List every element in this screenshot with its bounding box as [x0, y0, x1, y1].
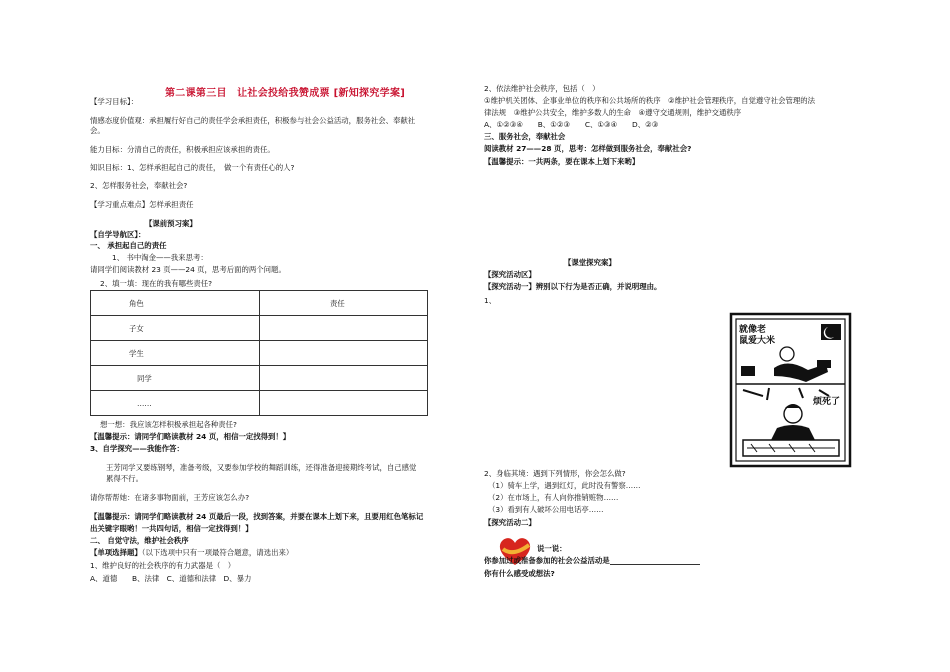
goal-ability: 能力目标：分清自己的责任，积极承担应该承担的责任。: [90, 145, 275, 154]
table-cell-role: 子女: [91, 316, 260, 341]
situation-3: （3）看到有人破坏公用电话亭……: [488, 505, 604, 514]
goal-knowledge-2: 2、怎样服务社会，奉献社会?: [90, 181, 188, 190]
section-1-heading: 一、 承担起自己的责任: [90, 241, 167, 250]
section-3-heading: 三、服务社会，奉献社会: [484, 132, 566, 141]
situation-question: 2、身临其境：遇到下列情形，你会怎么做?: [484, 469, 626, 478]
tip-2-line2: 出关键字眼哟！一共四句话，相信一定找得到！】: [90, 524, 253, 533]
table-cell-role: 同学: [91, 366, 260, 391]
case-line2: 累得不行。: [106, 474, 143, 483]
single-choice-label: 【单项选择题】: [90, 548, 142, 557]
roles-table: [90, 290, 428, 416]
activity-2-heading: 【探究活动二】: [484, 518, 536, 527]
classroom-header: 【课堂探究案】: [564, 258, 616, 267]
question-1: 1、维护良好的社会秩序的有力武器是（ ）: [90, 561, 236, 570]
question-2-option-line1: ①维护机关团体、企事业单位的秩序和公共场所的秩序 ②维护社会管理秩序，自觉遵守社会管理的法: [484, 96, 816, 105]
preview-header: 【课前预习案】: [145, 219, 197, 228]
situation-1: （1）骑车上学，遇到红灯，此时没有警察……: [488, 481, 641, 490]
cartoon-illustration: [729, 310, 852, 470]
table-header-row: [91, 291, 428, 316]
think-prompt: 想一想：我应该怎样积极承担起各种责任?: [100, 420, 237, 429]
situation-2: （2）在市场上，有人向你推销赃物……: [488, 493, 619, 502]
question-2-option-line2: 律法规 ③维护公共安全，维护多数人的生命 ④遵守交通规则，维护交通秩序: [484, 108, 742, 117]
say-label: 说一说：: [537, 544, 567, 553]
public-activity-prompt: [484, 556, 700, 565]
table-cell-responsibility[interactable]: [260, 391, 428, 416]
section-2-heading: 二、 自觉守法，维护社会秩序: [90, 536, 189, 545]
cartoon-caption-2: 鼠爱大米: [739, 336, 776, 346]
activity-1-number: 1、: [484, 296, 497, 305]
table-cell-responsibility[interactable]: [260, 341, 428, 366]
goal-emotion-line2: 会。: [90, 126, 105, 135]
table-cell-role: 学生: [91, 341, 260, 366]
activity-area-header: 【探究活动区】: [484, 270, 536, 279]
case-line1: 王芳同学又要练钢琴，准备考级，又要参加学校的舞蹈训练，还得准备迎接期终考试，自己感觉: [106, 463, 417, 472]
table-cell-role: ……: [91, 391, 260, 416]
help-prompt: 请你帮帮她：在诸多事物面前，王芳应该怎么办?: [90, 493, 250, 502]
single-choice-note: （以下选项中只有一项最符合题意，请选出来）: [141, 548, 294, 557]
page-title: 第二课第三目 让社会投给我赞成票 [新知探究学案]: [165, 88, 406, 99]
feeling-prompt: 你有什么感受或想法?: [484, 569, 555, 578]
item-2: 2、填一填：现在的我有哪些责任?: [100, 279, 213, 288]
table-row: [91, 316, 428, 341]
public-activity-answer-line[interactable]: [610, 556, 700, 565]
goal-emotion-line1: 情感态度价值观：承担履行好自己的责任学会承担责任，积极参与社会公益活动，服务社会、奉献社: [90, 116, 416, 125]
cartoon-caption-3: 烦死了: [813, 397, 841, 407]
table-header-role: 角色: [91, 291, 260, 316]
focus-difficulty: 【学习重点难点】怎样承担责任: [90, 200, 194, 209]
table-header-responsibility: 责任: [260, 291, 428, 316]
item-1-detail: 请同学们阅读教材 23 页——24 页，思考后面的两个问题。: [90, 265, 286, 274]
question-1-options: A、道德 B、法律 C、道德和法律 D、暴力: [90, 574, 252, 583]
tip-2-line1: 【温馨提示：请同学们略读教材 24 页最后一段，找到答案，并要在课本上划下来，且要用红色笔标记: [90, 512, 424, 521]
public-activity-text: 你参加过或准备参加的社会公益活动是: [484, 556, 610, 565]
item-1: 1、 书中淘金——我来思考：: [112, 253, 208, 262]
reading-task: 阅读教材 27——28 页，思考：怎样做到服务社会，奉献社会?: [484, 144, 692, 153]
tip-1: 【温馨提示：请同学们略读教材 24 页，相信一定找得到！】: [90, 432, 291, 441]
table-row: [91, 341, 428, 366]
table-row: [91, 366, 428, 391]
tip-3: 【温馨提示：一共两条，要在课本上划下来哟】: [484, 157, 640, 166]
self-study-nav-header: 【自学导航区】：: [90, 230, 146, 239]
goal-knowledge: 知识目标：1、怎样承担起自己的责任， 做一个有责任心的人?: [90, 163, 295, 172]
cartoon-caption-1: 就像老: [739, 325, 767, 335]
table-row: [91, 391, 428, 416]
single-choice-heading: [90, 548, 293, 557]
item-3: 3、自学探究——我能作答：: [90, 444, 184, 453]
table-cell-responsibility[interactable]: [260, 316, 428, 341]
question-2-answers: A、①②③④ B、①②③ C、①③④ D、②③: [484, 120, 659, 129]
learning-goals-header: 【学习目标】：: [90, 97, 139, 106]
table-cell-responsibility[interactable]: [260, 366, 428, 391]
activity-1-heading: 【探究活动一】辨别以下行为是否正确，并说明理由。: [484, 282, 662, 291]
question-2: 2、依法维护社会秩序，包括（ ）: [484, 84, 600, 93]
